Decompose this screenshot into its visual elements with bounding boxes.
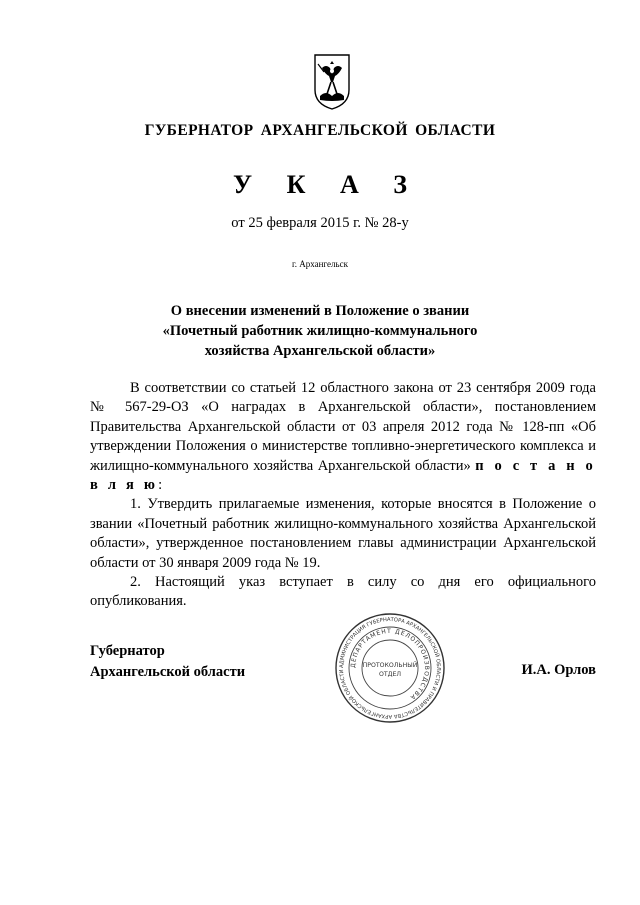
preamble-paragraph xyxy=(90,379,596,495)
clause-2: 2. Настоящий указ вступает в силу со дня его официального опубликования. xyxy=(90,574,596,610)
seal-center-line: ПРОТОКОЛЬНЫЙ xyxy=(362,662,418,669)
decree-colon: : xyxy=(158,477,163,494)
coat-of-arms-emblem xyxy=(312,52,352,112)
document-date-number: от 25 февраля 2015 г. № 28-у xyxy=(231,215,409,231)
seal-outer-text: АДМИНИСТРАЦИЯ ГУБЕРНАТОРА АРХАНГЕЛЬСКОЙ ОБЛАСТИ И ПРАВИТЕЛЬСТВА АРХАНГЕЛЬСКОЙ ОБЛАСТИ xyxy=(338,616,442,720)
seal-inner-text: ДЕПАРТАМЕНТ ДЕЛОПРОИЗВОДСТВА xyxy=(349,627,431,702)
signer-position xyxy=(90,641,245,683)
signer-position-line: Архангельской области xyxy=(90,664,246,680)
document-body xyxy=(90,379,596,612)
official-seal-stamp xyxy=(334,612,446,724)
clause-1: 1. Утвердить прилагаемые изменения, которые вносятся в Положение о звании «Почетный работник жилищно-коммунального хозяйства Архангельской области», утвержденное постановлением главы администрации Архангельской области от 30 января 2009 года № 19. xyxy=(90,496,596,571)
preamble-text: В соответствии со статьей 12 областного закона от 23 сентября 2009 года № 567-29-ОЗ «О наградах в Архангельской области», постановлением Правительства Архангельской области от 03 апреля 2012 года № 128-пп «Об утверждении Положения о министерстве топливно-энергетического комплекса и жилищно-коммунального хозяйства Архангельской области» xyxy=(90,380,596,474)
signer-name: И.А. Орлов xyxy=(521,662,596,678)
title-line: хозяйства Архангельской области» xyxy=(204,343,436,359)
document-city: г. Архангельск xyxy=(292,259,348,269)
issuing-authority: ГУБЕРНАТОР АРХАНГЕЛЬСКОЙ ОБЛАСТИ xyxy=(144,122,496,139)
document-title xyxy=(0,301,640,361)
decree-word: п о с т а н о в л я ю xyxy=(90,457,597,494)
seal-center-line: ОТДЕЛ xyxy=(378,671,402,678)
title-line: О внесении изменений в Положение о звании xyxy=(170,303,470,319)
signer-position-line: Губернатор xyxy=(90,643,165,659)
title-line: «Почетный работник жилищно-коммунального xyxy=(162,323,478,339)
document-type-heading: У К А З xyxy=(233,170,421,199)
